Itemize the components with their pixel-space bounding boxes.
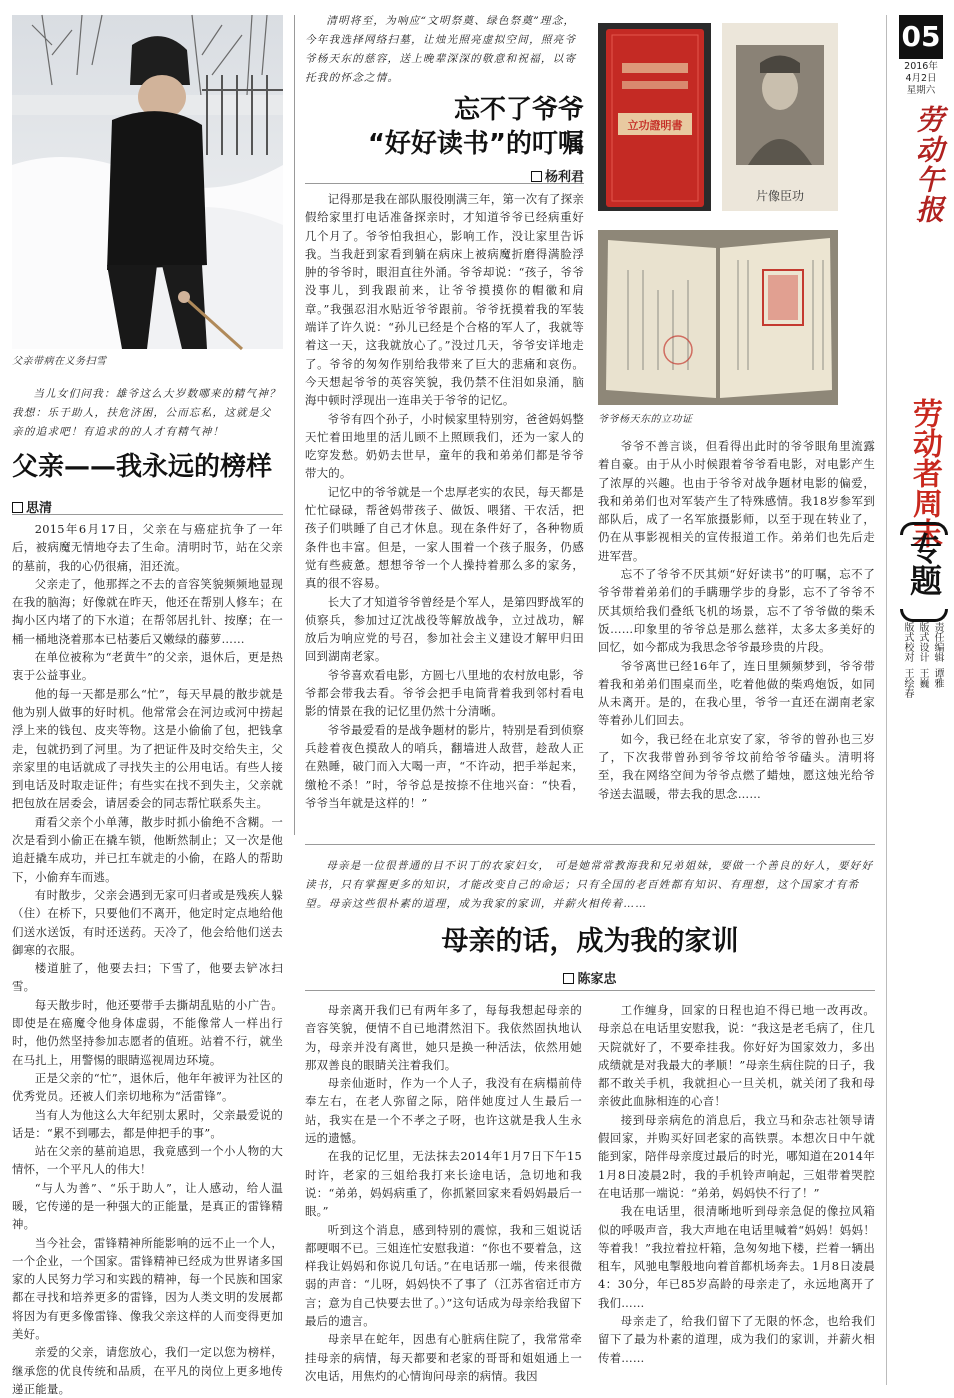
article3-body-left bbox=[305, 1001, 582, 1385]
article2-title-line1: 忘不了爷爷 bbox=[453, 95, 584, 125]
paragraph: 当有人为他这么大年纪别太累时，父亲最爱说的话是：“累不到哪去，都是伸把手的事”。 bbox=[12, 1107, 283, 1140]
article2-intro: 清明将至，为响应“文明祭奠、绿色祭奠”理念，今年我选择网络扫墓，让烛光照亮虚拟空间，照亮爷爷杨天东的慈容，送上晚辈深深的敬意和祝福，以寄托我的怀念之情。 bbox=[305, 15, 577, 84]
paragraph: 楼道脏了，他要去扫；下雪了，他要去铲冰扫雪。 bbox=[12, 961, 283, 994]
paragraph: 2015年6月17日，父亲在与癌症抗争了一年后，被病魔无情地夺去了生命。清明时节，站在父亲的墓前，我的心仍很痛，泪还流。 bbox=[12, 522, 283, 573]
paragraph: “与人为善”、“乐于助人”，让人感动，给人温暖，它传递的是一种强大的正能量，是真正的雷锋精神。 bbox=[12, 1180, 283, 1232]
paragraph: 他的每一天都是那么“忙”，每天早晨的散步就是他为别人做事的好时机。他常常会在河边或河中捞起浮上来的钱包、皮夹等物。这是小偷偷了包，把钱拿走，包就扔到了河里。为了把证件及时交给失主，父亲家里的电话就成了寻找失主的公用电话。有些人接到电话及时取走证件；有些实在找不到失主，父亲就把包放在居委会，请居委会的同志帮忙联系失主。 bbox=[12, 686, 283, 811]
right-border-line bbox=[886, 15, 887, 1385]
paragraph: 接到母亲病危的消息后，我立马和杂志社领导请假回家，并购买好回老家的高铁票。本想次日中午就能到家，陪伴母亲度过最后的时光，哪知道在2014年1月8日凌晨2时，我的手机铃声响起，三姐带着哭腔在电话那一端说：“弟弟，妈妈快不行了！” bbox=[598, 1112, 875, 1200]
page-number: 05 bbox=[901, 20, 941, 53]
section-sub: 专题 bbox=[905, 532, 943, 596]
section-sub-bracket bbox=[899, 522, 943, 616]
paragraph: 爷爷有四个孙子，小时候家里特别穷，爸爸妈妈整天忙着田地里的活儿顾不上照顾我们，还为一家人的吃穿发愁。奶奶去世早，童年的我和弟弟们都是爷爷带大的。 bbox=[305, 411, 584, 481]
paragraph: 正是父亲的“忙”，退休后，他年年被评为社区的优秀党员。还被人们亲切地称为“活雷锋”。 bbox=[12, 1070, 283, 1104]
merit-certificate-open-photo bbox=[598, 230, 838, 405]
snow-scene-illustration bbox=[12, 15, 283, 349]
issue-date: 2016年 4月2日 星期六 bbox=[904, 61, 938, 96]
article3-top-rule bbox=[305, 844, 875, 845]
paragraph: 站在父亲的墓前追思，我竟感到一个小人物的大情怀，一个平凡人的伟大！ bbox=[12, 1144, 283, 1177]
article1-body bbox=[12, 520, 283, 1396]
paragraph: 忘不了爷爷不厌其烦“好好读书”的叮嘱，忘不了爷爷带着弟弟们的手瞒珊学步的身影，忘不了爷爷不厌其烦给我们叠纸飞机的场景，忘不了爷爷做的柴禾饭……印象里的爷爷总是那么慈祥，太多太多美好的回忆，如今都成为我思念爷爷最珍贵的片段。 bbox=[598, 567, 875, 655]
column-divider-1 bbox=[294, 15, 295, 835]
credits bbox=[897, 622, 945, 732]
article3-body-right bbox=[598, 1001, 875, 1385]
paragraph: 母亲离开我们已有两年多了，每每我想起母亲的音容笑貌，便情不自已地潸然泪下。我依然固执地认为，母亲并没有离世，她只是换一种活法，依然用她那双善良的眼睛关注着我们。 bbox=[305, 1003, 582, 1072]
page-number-box bbox=[899, 15, 943, 59]
paragraph: 爷爷离世已经16年了，连日里频频梦到，爷爷带着我和弟弟们围桌而坐，吃着他做的柴鸡炮饭，如同从未离开。是的，在我心里，爷爷一直还在湖南老家等着孙儿们回去。 bbox=[598, 658, 875, 728]
credit-line bbox=[915, 622, 930, 732]
paragraph: 母亲走了，给我们留下了无限的怀念，也给我们留下了最为朴素的道理，成为我们的家训，并薪火相传着…… bbox=[598, 1314, 875, 1365]
paragraph: 爷爷最爱看的是战争题材的影片，特别是看到侦察兵趁着夜色摸敌人的哨兵，翻墙进人敌营，趁敌人正在熟睡，破门而入大喝一声，“不许动，把手举起来，缴枪不杀！”时，爷爷总是按捺不住地兴奋：“快看，爷爷当年就是这样的！” bbox=[305, 722, 584, 810]
newspaper-logo: 劳动午报 bbox=[912, 105, 945, 225]
article2-title-rule bbox=[305, 183, 584, 184]
paragraph: 母亲仙逝时，作为一个人子，我没有在病榻前侍奉左右，在老人弥留之际，陪伴她度过人生最后一站，我实在是一个不孝之子呀，也许这就是我人生永远的遗憾。 bbox=[305, 1076, 582, 1146]
paragraph: 爷爷不善言谈，但看得出此时的爷爷眼角里流露着自豪。由于从小时候跟着爷爷看电影，对电影产生了浓厚的兴趣。也由于爷爷对战争题材电影的偏爱，我和弟弟们也对军装产生了特殊感情。我18岁参军到部队后，成了一名军旅摄影师，以至于现在转业了，仍在从事影视相关的宣传报道工作。弟弟们也先后走进军营。 bbox=[598, 439, 875, 563]
grandfather-portrait-photo bbox=[722, 23, 838, 211]
article2-title-line2: “好好读书”的叮嘱 bbox=[367, 129, 584, 159]
credit-role: 版式校对 bbox=[902, 622, 913, 662]
paragraph: 听到这个消息，感到特别的震惊，我和三姐说话都哽咽不已。三姐连忙安慰我道：“你也不要着急，这样我让妈妈和你说几句话。”在电话那一端，传来很微弱的声音：“儿呀，妈妈快不了事了（江苏省宿迁市方言；意为自己快要去世了。）”这句话成为母亲给我留下最后的遗言。 bbox=[305, 1222, 582, 1329]
article2-author: 杨利君 bbox=[305, 166, 584, 185]
paragraph: 工作缠身，回家的日程也迫不得已地一改再改。母亲总在电话里安慰我，说：“我这是老毛病了，住几天院就好了，不要牵挂我。你好好为国家效力，多出成绩就是对我最大的孝顺！”母亲生病住院的日子，我都不敢关手机，我就担心一旦关机，就关闭了我和母亲彼此血脉相连的心音！ bbox=[598, 1003, 875, 1109]
book-cover-text: 立功證明書 bbox=[627, 119, 683, 132]
credit-name: 王巍 bbox=[917, 668, 928, 688]
paragraph: 当今社会，雷锋精神所能影响的远不止一个人，一个企业，一个国家。雷锋精神已经成为世界诸多国家的人民努力学习和实践的精神，每一个民族和国家都在寻找和培养更多的雷锋，因为人类文明的发展都将因为有更多像雷锋、像我父亲这样的人而变得更加美好。 bbox=[12, 1235, 283, 1342]
paragraph: 每天散步时，他还要带手去撕胡乱贴的小广告。即使是在癌魔令他身体虚弱，不能像常人一样出行时，他仍然坚持参加志愿者的值班。站着不行，就坐在马扎上，用警惕的眼睛巡视周边环境。 bbox=[12, 997, 283, 1067]
article3-title-rule bbox=[305, 990, 875, 991]
paragraph: 在单位被称为“老黄牛”的父亲，退休后，更是热衷于公益事业。 bbox=[12, 650, 283, 683]
merit-certificate-cover-photo bbox=[598, 23, 711, 211]
credit-role: 责任编辑 bbox=[932, 622, 943, 662]
paragraph: 甭看父亲个小单薄，散步时抓小偷绝不含糊。一次是看到小偷正在撬车锁，他断然制止；又一次是他追赶撬车成功，并已扛车就走的小偷，在路人的帮助下，小偷弃车而逃。 bbox=[12, 814, 283, 884]
paragraph: 有时散步，父亲会遇到无家可归者或是残疾人躲（住）在桥下，只要他们不离开，他定时定点地给他们送水送饭，有时还送药。天冷了，他会给他们送去御寒的衣服。 bbox=[12, 887, 283, 957]
article3-title: 母亲的话，成为我的家训 bbox=[441, 926, 739, 957]
portrait-label: 片像臣功 bbox=[755, 189, 805, 203]
paragraph: 记得那是我在部队服役刚满三年，第一次有了探亲假给家里打电话准备探亲时，才知道爷爷已经病重好几个月了。爷爷怕我担心，影响工作，没让家里告诉我。当我赶到家看到躺在病床上被病魔折磨得满脸浮肿的爷爷时，眼泪直往外涌。爷爷却说：“孩子，爷爷没事儿，到我跟前来，让爷爷摸摸你的帽徽和肩章。”我强忍泪水贴近爷爷跟前。爷爷抚摸着我的军装端详了许久说：“孙儿已经是个合格的军人了，我就等着这一天，这我就放心了。”没过几天，爷爷安详地走了。爷爷的匆匆作别给我带来了巨大的悲痛和哀伤。今天想起爷爷的英容笑貌，我仍禁不住泪如泉涌，脑海中顿时浮现出一连串关于爷爷的记忆。 bbox=[305, 192, 584, 408]
section-title: 劳动者周末 bbox=[907, 398, 942, 548]
article2-body-right bbox=[598, 437, 875, 837]
article1-title-rule bbox=[12, 514, 283, 515]
paragraph: 如今，我已经在北京安了家，爷爷的曾孙也三岁了，下次我带曾孙到爷爷坟前给爷爷磕头。清明将至，我在网络空间为爷爷点燃了蜡烛，愿这烛光给爷爷送去温暖，带去我的思念…… bbox=[598, 731, 875, 801]
credit-line bbox=[930, 622, 945, 732]
paragraph: 亲爱的父亲，请您放心，我们一定以您为榜样，继承您的优良传统和品质，在平凡的岗位上更多地传递正能量。 bbox=[12, 1345, 283, 1396]
paragraph: 爷爷喜欢看电影，方圆七八里地的农村放电影，爷爷都会带我去看。爷爷会把手电筒背着我到邻村看电影的情景在我的记忆里仍然十分清晰。 bbox=[305, 667, 584, 719]
article1-author: 思清 bbox=[12, 497, 52, 516]
father-photo-caption: 父亲带病在义务扫雪 bbox=[12, 356, 107, 367]
paragraph: 母亲早在蛇年，因患有心脏病住院了，我常常牵挂母亲的病情，每天都要和老家的哥哥和姐姐通上一次电话，用焦灼的心情询问母亲的病情。我因 bbox=[305, 1332, 582, 1383]
paragraph: 父亲走了，他那挥之不去的音容笑貌频频地显现在我的脑海；好像就在昨天，他还在帮别人修车；在掏小区内堵了的下水道；在帮邻居扎针、按摩；在一桶一桶地浇着那本已枯萎后又嫩绿的藤萝…… bbox=[12, 576, 283, 646]
paragraph: 我在电话里，很清晰地听到母亲急促的像拉风箱似的呼吸声音，我大声地在电话里喊着“妈妈！妈妈！等着我！”我拉着拉杆箱，急匆匆地下楼，拦着一辆出租车，风驰电掣般地向着首都机场奔去。1月8日凌晨4：30分，年已85岁高龄的母亲走了，永远地离开了我们…… bbox=[598, 1204, 875, 1310]
article2-body-left bbox=[305, 190, 584, 830]
article1-intro: 当儿女们问我：雄爷这么大岁数哪来的精气神？我想：乐于助人，扶危济困，公而忘私，这就是父亲的追求吧！有追求的的人才有精气神！ bbox=[12, 388, 281, 438]
certificate-photo-caption: 爷爷杨天东的立功证 bbox=[598, 414, 693, 425]
article3-author: 陈家忠 bbox=[305, 968, 875, 987]
credit-line bbox=[900, 622, 915, 732]
credit-name: 王绘春 bbox=[902, 668, 913, 698]
credit-name: 谭雅 bbox=[932, 668, 943, 688]
article1-title: 父亲——我永远的榜样 bbox=[12, 452, 273, 482]
credit-role: 版式设计 bbox=[917, 622, 928, 662]
father-sweeping-snow-photo bbox=[12, 15, 283, 349]
article3-intro: 母亲是一位很普通的目不识丁的农家妇女， 可是她常常教海我和兄弟姐妹，要做一个善良的好人，要好好读书，只有掌握更多的知识，才能改变自己的命运；只有全国的老百姓都有知识、有理想，这个国家才有希望。母亲这些很朴素的道理，成为我家的家训，并薪火相传着…… bbox=[305, 860, 874, 910]
paragraph: 记忆中的爷爷就是一个忠厚老实的农民，每天都是忙忙碌碌，帮爸妈带孩子、做饭、喂猪、干农活，把孩子们哄睡了自己才休息。现在条件好了，各种物质条件也丰富。但是，一家人围着一个孩子服务，仍感觉有些疲惫。想想爷爷一个人操持着那么多的家务，真的很不容易。 bbox=[305, 484, 584, 591]
paragraph: 长大了才知道爷爷曾经是个军人，是第四野战军的侦察兵，参加过辽沈战役等解放战争，立过战功，解放后为响应党的号召，参加社会主义建设才解甲归田回到湖南老家。 bbox=[305, 594, 584, 664]
paragraph: 在我的记忆里，无法抹去2014年1月7日下午15时许，老家的三姐给我打来长途电话，急切地和我说：“弟弟，妈妈病重了，你抓紧回家来看妈妈最后一眼。” bbox=[305, 1149, 582, 1219]
